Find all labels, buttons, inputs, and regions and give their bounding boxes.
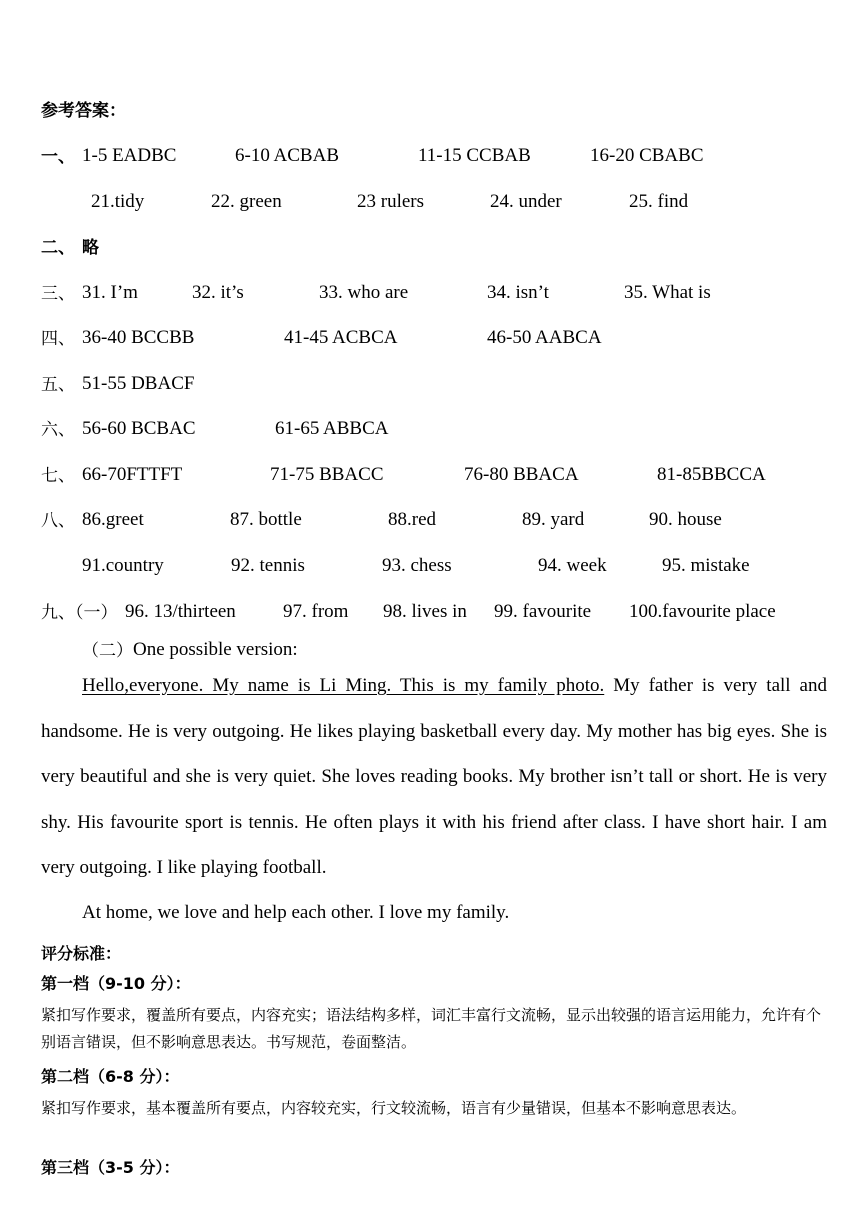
answer-item: 66-70FTTFT (82, 464, 183, 485)
answer-item: 95. mistake (662, 555, 750, 576)
answer-item: 11-15 CCBAB (418, 145, 531, 166)
answer-item: 76-80 BBACA (464, 464, 579, 485)
essay-underlined-opening: Hello,everyone. My name is Li Ming. This is my family photo. (82, 675, 605, 696)
section-label: 八、 (41, 511, 75, 531)
tier-1-text: 紧扣写作要求，覆盖所有要点，内容充实；语法结构多样，词汇丰富行文流畅，显示出较强的语言运用能力，允许有个别语言错误，但不影响意思表达。书写规范，卷面整洁。 (41, 1006, 822, 1051)
essay-intro: One possible version: (133, 639, 298, 660)
answer-item: 71-75 BBACC (270, 464, 384, 485)
answer-item: 90. house (649, 509, 722, 530)
answer-item: 93. chess (382, 555, 452, 576)
answer-item: 22. green (211, 191, 282, 212)
answer-item: 33. who are (319, 282, 409, 303)
section-label: 五、 (41, 375, 75, 395)
section-label: 六、 (41, 420, 75, 440)
answer-item: 6-10 ACBAB (235, 145, 339, 166)
section-label: 九、（一） (41, 603, 118, 623)
section-label: 七、 (41, 466, 75, 486)
tier-2-text: 紧扣写作要求，基本覆盖所有要点，内容较充实，行文较流畅，语言有少量错误，但基本不影响意思表达。 (41, 1099, 747, 1117)
answer-item: 34. isn’t (487, 282, 549, 303)
answer-item: 89. yard (522, 509, 585, 530)
tier-1-heading: 第一档（9-10 分）： (41, 974, 191, 993)
answer-item: 91.country (82, 555, 164, 576)
answer-item: 94. week (538, 555, 607, 576)
answer-item: 61-65 ABBCA (275, 418, 389, 439)
answer-item: 96. 13/thirteen (125, 601, 236, 622)
section-label: （二） (82, 641, 133, 661)
page-title: 参考答案： (41, 101, 126, 121)
answer-item: 87. bottle (230, 509, 302, 530)
answer-item: 41-45 ACBCA (284, 327, 398, 348)
section-label: 二、 (41, 238, 75, 258)
answer-item: 98. lives in (383, 601, 467, 622)
answer-item: 81-85BBCCA (657, 464, 766, 485)
answer-item: 51-55 DBACF (82, 373, 195, 394)
answer-item: 86.greet (82, 509, 144, 530)
answer-item: 46-50 AABCA (487, 327, 602, 348)
answer-item: 21.tidy (91, 191, 145, 212)
answer-item: 92. tennis (231, 555, 305, 576)
answer-item: 25. find (629, 191, 689, 212)
answer-item: 35. What is (624, 282, 711, 303)
answer-item: 56-60 BCBAC (82, 418, 196, 439)
tier-3-heading: 第三档（3-5 分）： (41, 1158, 180, 1177)
answer-item: 99. favourite (494, 601, 592, 622)
answer-item: 100.favourite place (629, 601, 776, 622)
answer-item: 16-20 CBABC (590, 145, 704, 166)
answer-item: 32. it’s (192, 282, 244, 303)
answer-item: 24. under (490, 191, 562, 212)
section-label: 四、 (41, 329, 75, 349)
answer-item: 31. I’m (82, 282, 138, 303)
answer-item: 1-5 EADBC (82, 145, 177, 166)
answer-item: 略 (82, 238, 99, 258)
grading-title: 评分标准： (41, 944, 122, 963)
answer-item: 97. from (283, 601, 349, 622)
answer-item: 23 rulers (357, 191, 425, 212)
essay-closing: At home, we love and help each other. I love my family. (82, 902, 510, 923)
essay-body: My father is very tall and handsome. He is very outgoing. He likes playing basketball every day. My mother has big eyes. She is very beautiful and she is very quiet. She loves reading books. My brother isn’t tall or short. He is very shy. His favourite sport is tennis. He often plays it with his friend after class. I have short hair. I am very outgoing. I like playing football. (41, 675, 827, 878)
answer-item: 88.red (388, 509, 437, 530)
answer-item: 36-40 BCCBB (82, 327, 195, 348)
tier-2-heading: 第二档（6-8 分）： (41, 1067, 180, 1086)
section-label: 三、 (41, 284, 75, 304)
essay-paragraph (41, 663, 827, 891)
section-label: 一、 (41, 147, 75, 167)
